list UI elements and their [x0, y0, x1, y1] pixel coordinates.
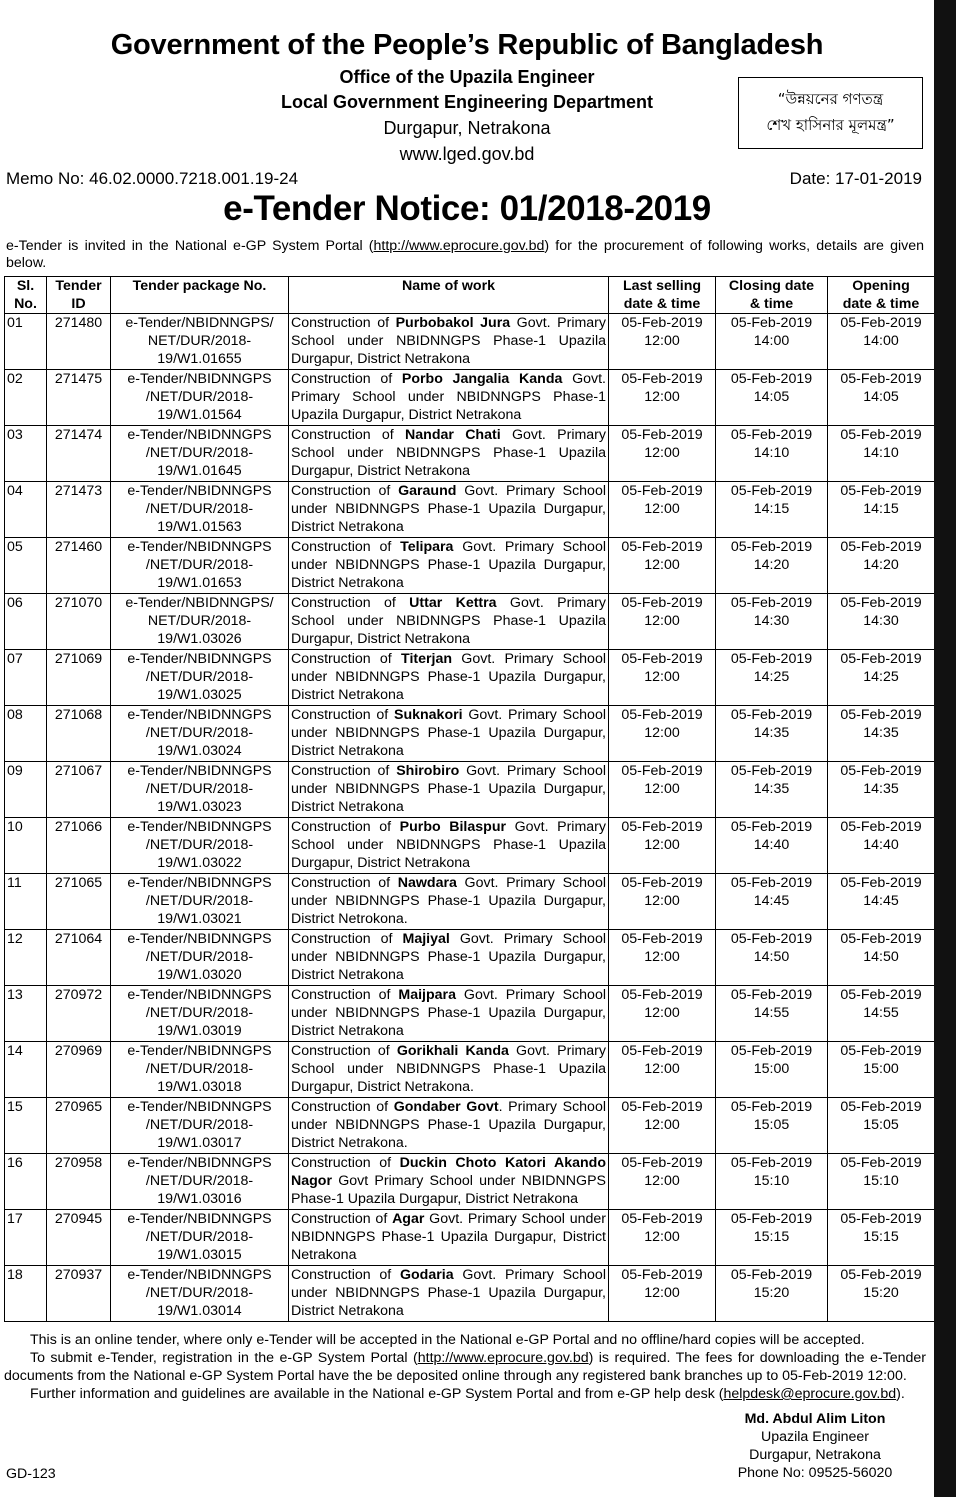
cell-opening: 05-Feb-2019 14:25 — [828, 650, 935, 706]
header-closing: Closing date & time — [716, 277, 828, 314]
table-row — [5, 314, 935, 370]
cell-last-selling: 05-Feb-2019 12:00 — [609, 594, 716, 650]
table-row — [5, 482, 935, 538]
table-row — [5, 538, 935, 594]
cell-work: Construction of Porbo Jangalia Kanda Govt. Primary School under NBIDNNGPS Phase-1 Upazila Durgapur, District Netrakona — [289, 370, 609, 426]
cell-last-selling: 05-Feb-2019 12:00 — [609, 706, 716, 762]
cell-sl: 17 — [5, 1210, 47, 1266]
signatory-location: Durgapur, Netrakona — [749, 1447, 881, 1463]
cell-opening: 05-Feb-2019 14:00 — [828, 314, 935, 370]
cell-sl: 18 — [5, 1266, 47, 1322]
signatory-designation: Upazila Engineer — [760, 1429, 870, 1445]
intro-paragraph — [6, 238, 924, 272]
cell-package: e-Tender/NBIDNNGPS /NET/DUR/2018- 19/W1.03015 — [111, 1210, 289, 1266]
table-row — [5, 1210, 935, 1266]
cell-last-selling: 05-Feb-2019 12:00 — [609, 874, 716, 930]
cell-opening: 05-Feb-2019 14:55 — [828, 986, 935, 1042]
cell-tender-id: 271473 — [47, 482, 111, 538]
cell-work: Construction of Majiyal Govt. Primary School under NBIDNNGPS Phase-1 Upazila Durgapur, District Netrakona — [289, 930, 609, 986]
eprocure-link-footer[interactable]: http://www.eprocure.gov.bd — [417, 1350, 589, 1366]
cell-work: Construction of Shirobiro Govt. Primary School under NBIDNNGPS Phase-1 Upazila Durgapur, District Netrakona — [289, 762, 609, 818]
signatory-name: Md. Abdul Alim Liton — [744, 1411, 886, 1427]
cell-sl: 12 — [5, 930, 47, 986]
tender-rows — [5, 314, 935, 1322]
table-row — [5, 818, 935, 874]
cell-last-selling: 05-Feb-2019 12:00 — [609, 482, 716, 538]
cell-opening: 05-Feb-2019 14:20 — [828, 538, 935, 594]
cell-tender-id: 271070 — [47, 594, 111, 650]
cell-tender-id: 271069 — [47, 650, 111, 706]
footer-note-3: Further information and guidelines are available in the National e-GP System Portal and from e-GP help desk (helpdesk@eprocure.gov.bd). — [30, 1386, 905, 1402]
cell-tender-id: 270937 — [47, 1266, 111, 1322]
document-code: GD-123 — [6, 1466, 56, 1482]
cell-last-selling: 05-Feb-2019 12:00 — [609, 650, 716, 706]
cell-package: e-Tender/NBIDNNGPS /NET/DUR/2018- 19/W1.03017 — [111, 1098, 289, 1154]
cell-package: e-Tender/NBIDNNGPS/ NET/DUR/2018- 19/W1.03026 — [111, 594, 289, 650]
cell-closing: 05-Feb-2019 14:55 — [716, 986, 828, 1042]
table-row — [5, 1098, 935, 1154]
intro-text-after: ) for the procurement of following works, details are given below. — [6, 238, 924, 271]
work-place-name: Godaria — [399, 1267, 454, 1283]
scan-edge — [934, 0, 956, 1497]
footer-note-1: This is an online tender, where only e-Tender will be accepted in the National e-GP Portal and no offline/hard copies will be accepted. — [30, 1332, 865, 1348]
cell-last-selling: 05-Feb-2019 12:00 — [609, 1042, 716, 1098]
office-location: Durgapur, Netrakona — [383, 118, 551, 138]
cell-sl: 11 — [5, 874, 47, 930]
work-place-name: Purbobakol Jura — [395, 315, 511, 331]
intro-text-before: e-Tender is invited in the National e-GP System Portal ( — [6, 238, 374, 254]
cell-package: e-Tender/NBIDNNGPS /NET/DUR/2018- 19/W1.03021 — [111, 874, 289, 930]
table-row — [5, 930, 935, 986]
department-name: Local Government Engineering Department — [280, 92, 654, 112]
cell-package: e-Tender/NBIDNNGPS /NET/DUR/2018- 19/W1.03020 — [111, 930, 289, 986]
cell-tender-id: 270958 — [47, 1154, 111, 1210]
cell-sl: 13 — [5, 986, 47, 1042]
cell-opening: 05-Feb-2019 14:05 — [828, 370, 935, 426]
cell-opening: 05-Feb-2019 15:00 — [828, 1042, 935, 1098]
memo-number: Memo No: 46.02.0000.7218.001.19-24 — [6, 169, 299, 188]
notice-date: Date: 17-01-2019 — [789, 169, 922, 188]
eprocure-link[interactable]: http://www.eprocure.gov.bd — [373, 238, 545, 254]
cell-sl: 05 — [5, 538, 47, 594]
table-row — [5, 426, 935, 482]
cell-work: Construction of Purbobakol Jura Govt. Primary School under NBIDNNGPS Phase-1 Upazila Durgapur, District Netrakona — [289, 314, 609, 370]
cell-closing: 05-Feb-2019 14:25 — [716, 650, 828, 706]
cell-tender-id: 271460 — [47, 538, 111, 594]
cell-sl: 04 — [5, 482, 47, 538]
cell-opening: 05-Feb-2019 14:30 — [828, 594, 935, 650]
cell-sl: 07 — [5, 650, 47, 706]
cell-closing: 05-Feb-2019 14:40 — [716, 818, 828, 874]
header-package: Tender package No. — [111, 277, 289, 314]
table-row — [5, 1154, 935, 1210]
cell-package: e-Tender/NBIDNNGPS /NET/DUR/2018- 19/W1.03022 — [111, 818, 289, 874]
cell-tender-id: 271480 — [47, 314, 111, 370]
work-place-name: Shirobiro — [396, 763, 460, 779]
cell-tender-id: 270965 — [47, 1098, 111, 1154]
work-place-name: Maijpara — [398, 987, 456, 1003]
tender-table — [4, 276, 935, 1322]
cell-work: Construction of Duckin Choto Katori Akando Nagor Govt Primary School under NBIDNNGPS Phase-1 Upazila Durgapur, District Netrakona — [289, 1154, 609, 1210]
signatory-phone: Phone No: 09525-56020 — [737, 1465, 893, 1481]
cell-work: Construction of Purbo Bilaspur Govt. Primary School under NBIDNNGPS Phase-1 Upazila Durgapur, District Netrakona — [289, 818, 609, 874]
cell-sl: 03 — [5, 426, 47, 482]
work-place-name: Duckin Choto Katori Akando Nagor — [291, 1155, 606, 1189]
header-last-selling: Last selling date & time — [609, 277, 716, 314]
cell-last-selling: 05-Feb-2019 12:00 — [609, 314, 716, 370]
cell-tender-id: 271064 — [47, 930, 111, 986]
cell-package: e-Tender/NBIDNNGPS/ NET/DUR/2018- 19/W1.01655 — [111, 314, 289, 370]
footer-notes — [4, 1331, 926, 1403]
work-place-name: Telipara — [400, 539, 454, 555]
website: www.lged.gov.bd — [399, 144, 535, 164]
cell-package: e-Tender/NBIDNNGPS /NET/DUR/2018- 19/W1.03018 — [111, 1042, 289, 1098]
signature-block — [715, 1410, 915, 1482]
cell-opening: 05-Feb-2019 15:05 — [828, 1098, 935, 1154]
cell-package: e-Tender/NBIDNNGPS /NET/DUR/2018- 19/W1.03024 — [111, 706, 289, 762]
office-name: Office of the Upazila Engineer — [339, 67, 595, 87]
cell-last-selling: 05-Feb-2019 12:00 — [609, 1098, 716, 1154]
cell-work: Construction of Uttar Kettra Govt. Primary School under NBIDNNGPS Phase-1 Upazila Durgapur, District Netrakona — [289, 594, 609, 650]
table-row — [5, 762, 935, 818]
table-row — [5, 986, 935, 1042]
cell-last-selling: 05-Feb-2019 12:00 — [609, 1210, 716, 1266]
government-title: Government of the People’s Republic of Bangladesh — [110, 29, 824, 61]
cell-last-selling: 05-Feb-2019 12:00 — [609, 762, 716, 818]
cell-sl: 01 — [5, 314, 47, 370]
cell-package: e-Tender/NBIDNNGPS /NET/DUR/2018- 19/W1.01653 — [111, 538, 289, 594]
cell-sl: 15 — [5, 1098, 47, 1154]
cell-package: e-Tender/NBIDNNGPS /NET/DUR/2018- 19/W1.03019 — [111, 986, 289, 1042]
cell-closing: 05-Feb-2019 14:50 — [716, 930, 828, 986]
footer-note-2: To submit e-Tender, registration in the e-GP System Portal (http://www.eprocure.gov.bd) is required. The fees for downloading the e-Tender documents from the National e-GP System Portal have the be deposited online through any registered bank branches up to 05-Feb-2019 12:00. — [4, 1350, 927, 1384]
cell-opening: 05-Feb-2019 14:40 — [828, 818, 935, 874]
header-opening: Opening date & time — [828, 277, 935, 314]
cell-tender-id: 270945 — [47, 1210, 111, 1266]
cell-sl: 14 — [5, 1042, 47, 1098]
cell-closing: 05-Feb-2019 15:05 — [716, 1098, 828, 1154]
work-place-name: Nawdara — [397, 875, 457, 891]
cell-opening: 05-Feb-2019 14:50 — [828, 930, 935, 986]
cell-closing: 05-Feb-2019 14:30 — [716, 594, 828, 650]
slogan-box — [738, 77, 923, 149]
cell-work: Construction of Agar Govt. Primary School under NBIDNNGPS Phase-1 Upazila Durgapur, District Netrakona — [289, 1210, 609, 1266]
work-place-name: Purbo Bilaspur — [399, 819, 507, 835]
table-header-row — [5, 277, 935, 314]
cell-work: Construction of Gondaber Govt. Primary School under NBIDNNGPS Phase-1 Upazila Durgapur, District Netrakona. — [289, 1098, 609, 1154]
cell-last-selling: 05-Feb-2019 12:00 — [609, 370, 716, 426]
work-place-name: Gondaber Govt — [393, 1099, 499, 1115]
cell-closing: 05-Feb-2019 14:10 — [716, 426, 828, 482]
cell-tender-id: 271066 — [47, 818, 111, 874]
cell-last-selling: 05-Feb-2019 12:00 — [609, 986, 716, 1042]
work-place-name: Porbo Jangalia Kanda — [401, 371, 563, 387]
cell-tender-id: 271475 — [47, 370, 111, 426]
slogan-line-2: শেখ হাসিনার মূলমন্ত্র” — [766, 116, 895, 134]
cell-work: Construction of Titerjan Govt. Primary School under NBIDNNGPS Phase-1 Upazila Durgapur, District Netrakona — [289, 650, 609, 706]
cell-last-selling: 05-Feb-2019 12:00 — [609, 818, 716, 874]
cell-closing: 05-Feb-2019 14:00 — [716, 314, 828, 370]
helpdesk-email-link[interactable]: helpdesk@eprocure.gov.bd — [723, 1386, 897, 1402]
table-row — [5, 650, 935, 706]
work-place-name: Uttar Kettra — [409, 595, 497, 611]
header-work: Name of work — [289, 277, 609, 314]
cell-opening: 05-Feb-2019 14:10 — [828, 426, 935, 482]
cell-closing: 05-Feb-2019 14:35 — [716, 706, 828, 762]
cell-closing: 05-Feb-2019 15:20 — [716, 1266, 828, 1322]
cell-sl: 08 — [5, 706, 47, 762]
cell-work: Construction of Gorikhali Kanda Govt. Primary School under NBIDNNGPS Phase-1 Upazila Durgapur, District Netrakona. — [289, 1042, 609, 1098]
cell-work: Construction of Suknakori Govt. Primary School under NBIDNNGPS Phase-1 Upazila Durgapur, District Netrakona — [289, 706, 609, 762]
cell-sl: 16 — [5, 1154, 47, 1210]
header-sl: Sl. No. — [5, 277, 47, 314]
table-row — [5, 1266, 935, 1322]
cell-closing: 05-Feb-2019 14:15 — [716, 482, 828, 538]
cell-work: Construction of Godaria Govt. Primary School under NBIDNNGPS Phase-1 Upazila Durgapur, District Netrakona — [289, 1266, 609, 1322]
notice-title: e-Tender Notice: 01/2018-2019 — [223, 189, 711, 228]
work-place-name: Nandar Chati — [405, 427, 501, 443]
cell-tender-id: 271065 — [47, 874, 111, 930]
cell-opening: 05-Feb-2019 14:35 — [828, 762, 935, 818]
cell-closing: 05-Feb-2019 15:10 — [716, 1154, 828, 1210]
cell-last-selling: 05-Feb-2019 12:00 — [609, 930, 716, 986]
table-row — [5, 594, 935, 650]
cell-sl: 06 — [5, 594, 47, 650]
table-row — [5, 1042, 935, 1098]
cell-work: Construction of Garaund Govt. Primary School under NBIDNNGPS Phase-1 Upazila Durgapur, District Netrakona — [289, 482, 609, 538]
table-row — [5, 706, 935, 762]
cell-package: e-Tender/NBIDNNGPS /NET/DUR/2018- 19/W1.01645 — [111, 426, 289, 482]
work-place-name: Agar — [392, 1211, 425, 1227]
cell-tender-id: 271474 — [47, 426, 111, 482]
work-place-name: Majiyal — [402, 931, 450, 947]
cell-package: e-Tender/NBIDNNGPS /NET/DUR/2018- 19/W1.03014 — [111, 1266, 289, 1322]
table-row — [5, 370, 935, 426]
cell-opening: 05-Feb-2019 15:20 — [828, 1266, 935, 1322]
slogan-line-1: “উন্নয়নের গণতন্ত্র — [777, 90, 884, 108]
cell-tender-id: 271068 — [47, 706, 111, 762]
cell-closing: 05-Feb-2019 14:20 — [716, 538, 828, 594]
cell-package: e-Tender/NBIDNNGPS /NET/DUR/2018- 19/W1.01563 — [111, 482, 289, 538]
cell-package: e-Tender/NBIDNNGPS /NET/DUR/2018- 19/W1.03023 — [111, 762, 289, 818]
cell-work: Construction of Nandar Chati Govt. Primary School under NBIDNNGPS Phase-1 Upazila Durgapur, District Netrakona — [289, 426, 609, 482]
cell-closing: 05-Feb-2019 15:15 — [716, 1210, 828, 1266]
cell-work: Construction of Nawdara Govt. Primary School under NBIDNNGPS Phase-1 Upazila Durgapur, District Netrokona. — [289, 874, 609, 930]
cell-work: Construction of Maijpara Govt. Primary School under NBIDNNGPS Phase-1 Upazila Durgapur, District Netrakona — [289, 986, 609, 1042]
cell-work: Construction of Telipara Govt. Primary School under NBIDNNGPS Phase-1 Upazila Durgapur, District Netrakona — [289, 538, 609, 594]
work-place-name: Titerjan — [401, 651, 453, 667]
cell-opening: 05-Feb-2019 15:15 — [828, 1210, 935, 1266]
work-place-name: Gorikhali Kanda — [396, 1043, 509, 1059]
work-place-name: Garaund — [398, 483, 457, 499]
cell-opening: 05-Feb-2019 14:15 — [828, 482, 935, 538]
cell-package: e-Tender/NBIDNNGPS /NET/DUR/2018- 19/W1.03016 — [111, 1154, 289, 1210]
cell-closing: 05-Feb-2019 15:00 — [716, 1042, 828, 1098]
header-tender-id: Tender ID — [47, 277, 111, 314]
cell-tender-id: 270969 — [47, 1042, 111, 1098]
cell-tender-id: 270972 — [47, 986, 111, 1042]
cell-last-selling: 05-Feb-2019 12:00 — [609, 1154, 716, 1210]
cell-last-selling: 05-Feb-2019 12:00 — [609, 1266, 716, 1322]
cell-last-selling: 05-Feb-2019 12:00 — [609, 426, 716, 482]
work-place-name: Suknakori — [393, 707, 463, 723]
cell-closing: 05-Feb-2019 14:45 — [716, 874, 828, 930]
cell-sl: 09 — [5, 762, 47, 818]
cell-sl: 10 — [5, 818, 47, 874]
cell-sl: 02 — [5, 370, 47, 426]
cell-opening: 05-Feb-2019 14:35 — [828, 706, 935, 762]
cell-opening: 05-Feb-2019 15:10 — [828, 1154, 935, 1210]
cell-opening: 05-Feb-2019 14:45 — [828, 874, 935, 930]
cell-closing: 05-Feb-2019 14:05 — [716, 370, 828, 426]
table-row — [5, 874, 935, 930]
cell-last-selling: 05-Feb-2019 12:00 — [609, 538, 716, 594]
cell-package: e-Tender/NBIDNNGPS /NET/DUR/2018- 19/W1.01564 — [111, 370, 289, 426]
cell-package: e-Tender/NBIDNNGPS /NET/DUR/2018- 19/W1.03025 — [111, 650, 289, 706]
cell-tender-id: 271067 — [47, 762, 111, 818]
cell-closing: 05-Feb-2019 14:35 — [716, 762, 828, 818]
